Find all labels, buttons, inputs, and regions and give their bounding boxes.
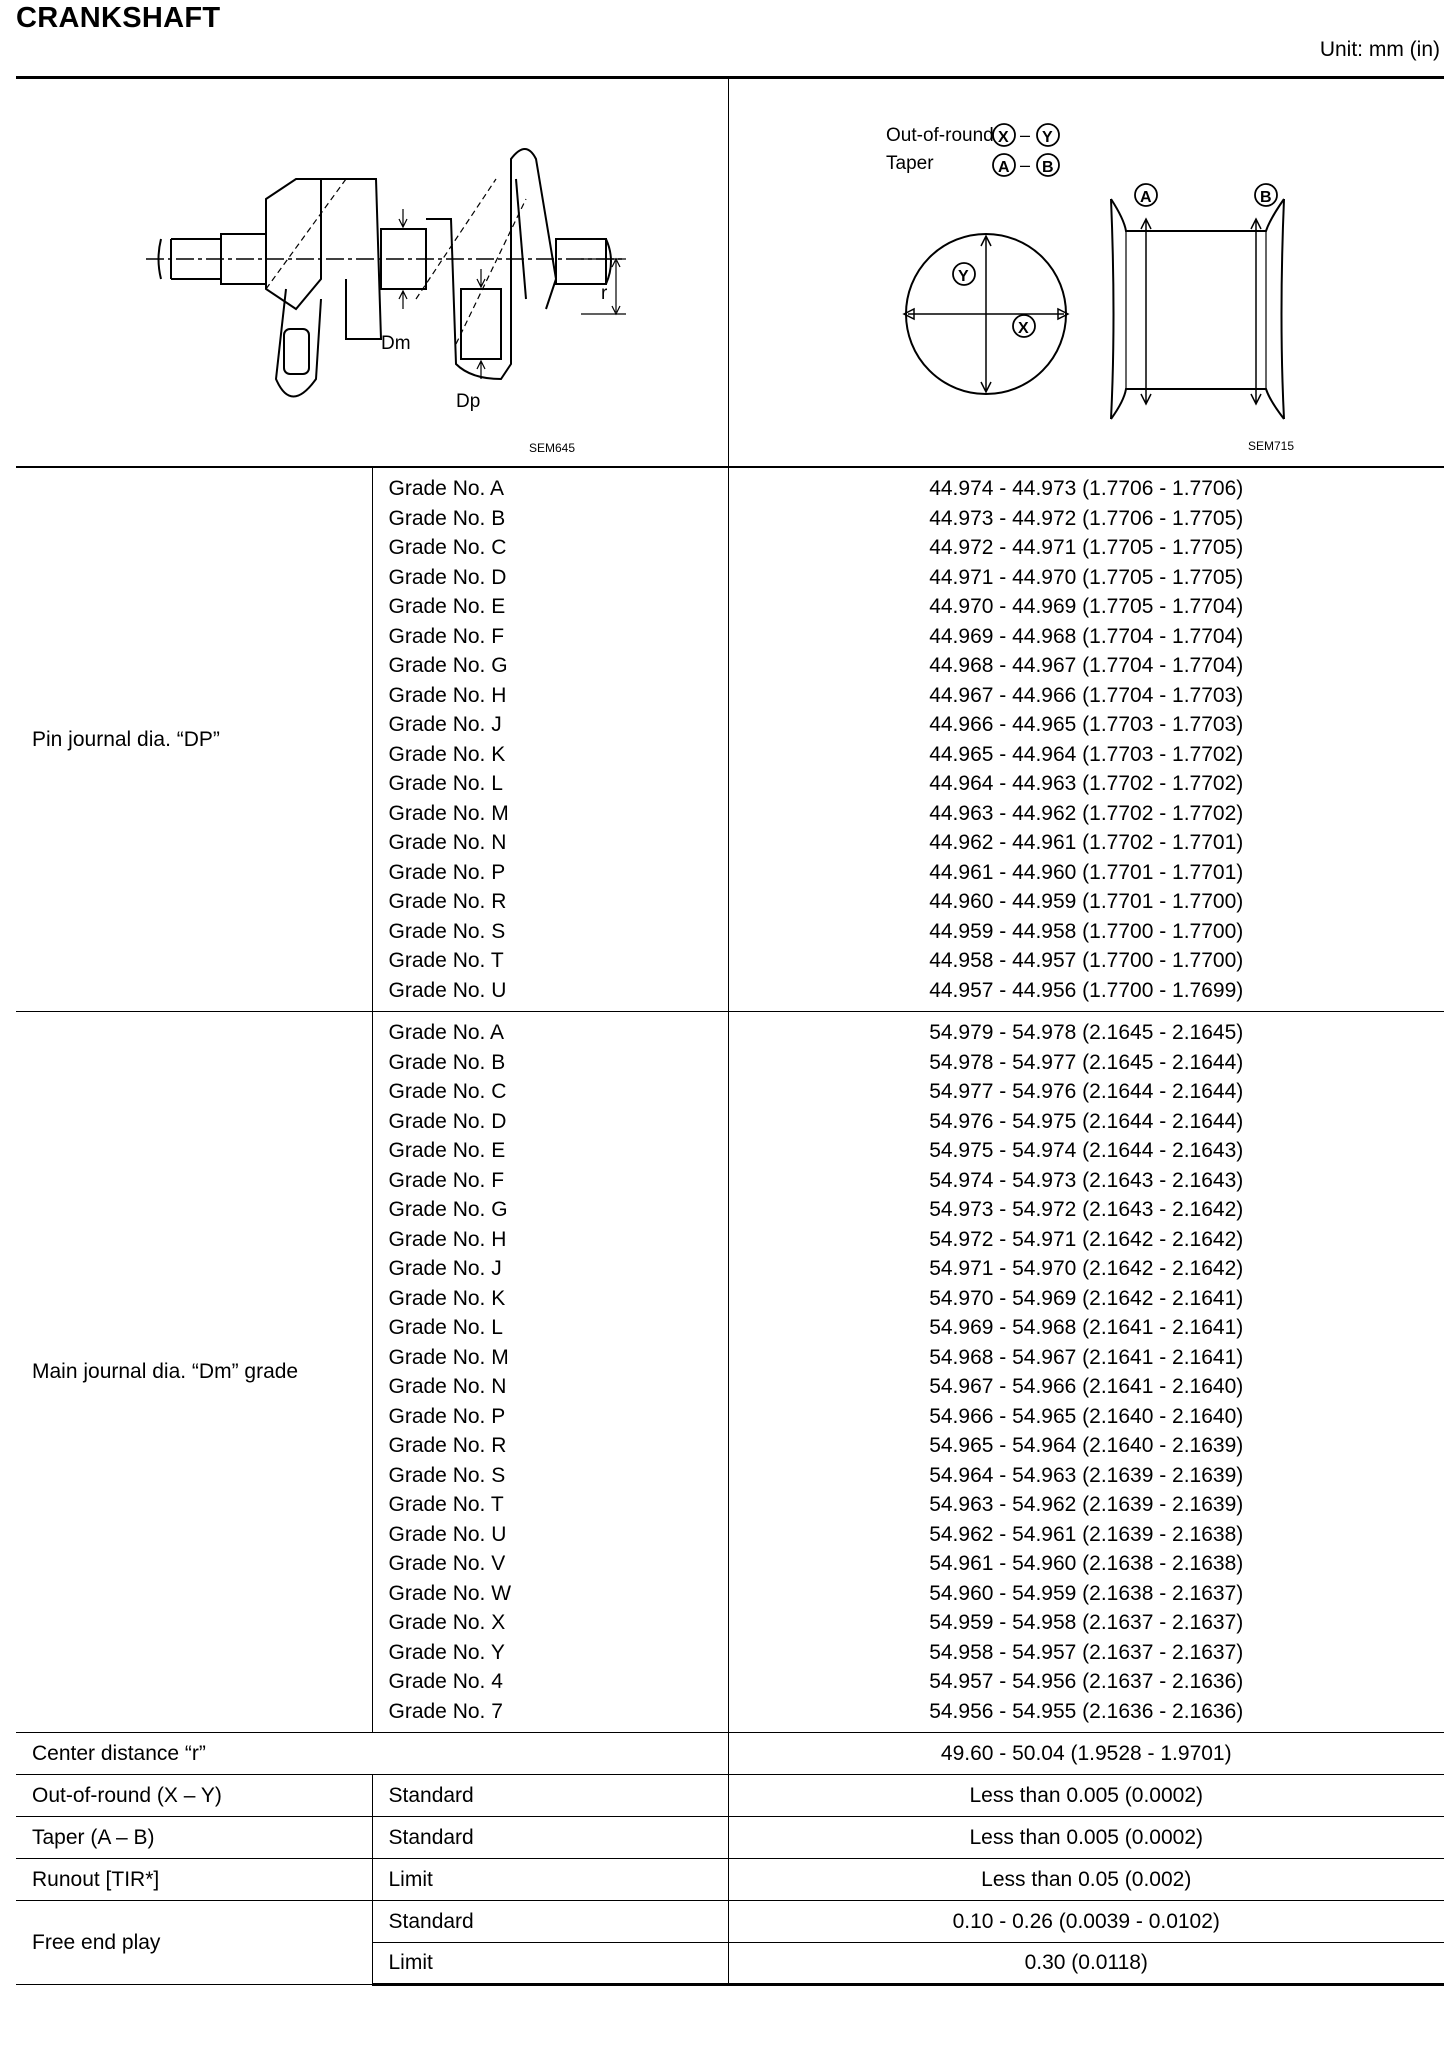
runout-type: Limit <box>372 1859 728 1901</box>
dp-label: Dp <box>456 391 481 412</box>
taper-row-label: Taper (A – B) <box>16 1817 372 1859</box>
pin-value-item: 44.967 - 44.966 (1.7704 - 1.7703) <box>929 683 1244 707</box>
main-value-item: 54.974 - 54.973 (2.1643 - 2.1643) <box>929 1168 1244 1192</box>
main-value-item: 54.976 - 54.975 (2.1644 - 2.1644) <box>929 1109 1244 1133</box>
pin-grade-item: Grade No. S <box>388 919 506 943</box>
unit-label: Unit: mm (in) <box>1319 38 1440 61</box>
pin-value-item: 44.971 - 44.970 (1.7705 - 1.7705) <box>929 565 1244 589</box>
out-of-round-label: Out-of-round <box>886 125 994 146</box>
main-value-item: 54.963 - 54.962 (2.1639 - 2.1639) <box>929 1493 1244 1516</box>
main-grade-item: Grade No. F <box>388 1168 505 1192</box>
pin-value-item: 44.974 - 44.973 (1.7706 - 1.7706) <box>929 477 1244 500</box>
pin-value-item: 44.961 - 44.960 (1.7701 - 1.7701) <box>929 860 1244 884</box>
page-title: CRANKSHAFT <box>16 2 221 34</box>
r-label: r <box>601 283 608 304</box>
main-value-item: 54.978 - 54.977 (2.1645 - 2.1644) <box>929 1050 1244 1074</box>
free-end-play-standard-row <box>16 1901 1444 1943</box>
main-value-item: 54.966 - 54.965 (2.1640 - 2.1640) <box>929 1404 1244 1428</box>
pin-grade-item: Grade No. E <box>388 595 506 618</box>
center-distance-value: 49.60 - 50.04 (1.9528 - 1.9701) <box>728 1733 1444 1775</box>
pin-grade-item: Grade No. R <box>388 890 507 913</box>
main-grade-item: Grade No. 4 <box>388 1670 503 1693</box>
left-figure-code: SEM645 <box>529 441 576 455</box>
right-figure-code: SEM715 <box>1248 439 1295 453</box>
pin-grade-item: Grade No. C <box>388 536 507 559</box>
legend-dash-2: – <box>1020 155 1031 175</box>
center-distance-label: Center distance “r” <box>16 1733 728 1775</box>
profile-a-label: A <box>1140 189 1152 206</box>
figure-row <box>16 79 1444 466</box>
main-value-item: 54.969 - 54.968 (2.1641 - 2.1641) <box>929 1316 1244 1339</box>
section-y-label: Y <box>958 268 969 285</box>
pin-journal-values <box>728 467 1444 1012</box>
out-of-round-type: Standard <box>372 1775 728 1817</box>
pin-journal-grades <box>372 467 728 1012</box>
main-grade-item: Grade No. L <box>388 1316 503 1339</box>
main-grade-item: Grade No. R <box>388 1434 507 1457</box>
main-value-item: 54.956 - 54.955 (2.1636 - 2.1636) <box>929 1699 1244 1723</box>
main-grade-item: Grade No. D <box>388 1109 507 1133</box>
main-journal-row <box>16 1012 1444 1733</box>
main-grade-item: Grade No. B <box>388 1050 506 1074</box>
main-grade-item: Grade No. Y <box>388 1640 505 1664</box>
main-value-item: 54.960 - 54.959 (2.1638 - 2.1637) <box>929 1581 1244 1605</box>
pin-value-item: 44.972 - 44.971 (1.7705 - 1.7705) <box>929 536 1244 559</box>
pin-value-item: 44.964 - 44.963 (1.7702 - 1.7702) <box>929 772 1244 795</box>
main-grade-item: Grade No. M <box>388 1345 509 1369</box>
pin-value-item: 44.957 - 44.956 (1.7700 - 1.7699) <box>929 978 1244 1002</box>
free-end-play-label: Free end play <box>16 1901 372 1985</box>
center-distance-row <box>16 1733 1444 1775</box>
main-grade-item: Grade No. X <box>388 1611 506 1634</box>
pin-grade-item: Grade No. K <box>388 742 506 766</box>
pin-grade-item: Grade No. N <box>388 831 507 854</box>
free-end-play-limit-value: 0.30 (0.0118) <box>728 1943 1444 1985</box>
main-grade-item: Grade No. J <box>388 1257 502 1280</box>
pin-grade-item: Grade No. G <box>388 654 508 677</box>
pin-value-item: 44.968 - 44.967 (1.7704 - 1.7704) <box>929 654 1244 677</box>
runout-row <box>16 1859 1444 1901</box>
legend-b-label: B <box>1042 159 1054 176</box>
pin-value-item: 44.958 - 44.957 (1.7700 - 1.7700) <box>929 949 1244 972</box>
main-grade-item: Grade No. T <box>388 1493 504 1516</box>
pin-value-item: 44.970 - 44.969 (1.7705 - 1.7704) <box>929 595 1244 618</box>
main-journal-label: Main journal dia. “Dm” grade <box>16 1012 372 1733</box>
legend-a-label: A <box>998 159 1010 176</box>
crankshaft-spec-table <box>16 466 1444 1986</box>
dm-label: Dm <box>381 333 411 354</box>
taper-value: Less than 0.005 (0.0002) <box>728 1817 1444 1859</box>
pin-grade-item: Grade No. H <box>388 683 507 707</box>
pin-value-item: 44.962 - 44.961 (1.7702 - 1.7701) <box>929 831 1244 854</box>
main-value-item: 54.973 - 54.972 (2.1643 - 2.1642) <box>929 1198 1244 1221</box>
journal-measurement-figure <box>866 119 1326 429</box>
free-end-play-standard-label: Standard <box>372 1901 728 1943</box>
main-grade-item: Grade No. N <box>388 1375 507 1398</box>
free-end-play-limit-label: Limit <box>372 1943 728 1985</box>
main-grade-item: Grade No. G <box>388 1198 508 1221</box>
main-value-item: 54.972 - 54.971 (2.1642 - 2.1642) <box>929 1227 1244 1251</box>
taper-row <box>16 1817 1444 1859</box>
pin-value-item: 44.966 - 44.965 (1.7703 - 1.7703) <box>929 713 1244 736</box>
figure-divider <box>728 79 729 466</box>
legend-dash-1: – <box>1020 125 1031 145</box>
pin-value-item: 44.960 - 44.959 (1.7701 - 1.7700) <box>929 890 1244 913</box>
out-of-round-row-label: Out-of-round (X – Y) <box>16 1775 372 1817</box>
taper-type: Standard <box>372 1817 728 1859</box>
journal-measurement-drawing <box>866 119 1326 429</box>
crankshaft-figure <box>116 139 636 429</box>
main-journal-values <box>728 1012 1444 1733</box>
main-grade-item: Grade No. E <box>388 1139 506 1162</box>
main-grade-item: Grade No. A <box>388 1021 505 1044</box>
pin-journal-label: Pin journal dia. “DP” <box>16 467 372 1012</box>
main-value-item: 54.975 - 54.974 (2.1644 - 2.1643) <box>929 1139 1244 1162</box>
free-end-play-standard-value: 0.10 - 0.26 (0.0039 - 0.0102) <box>728 1901 1444 1943</box>
pin-grade-item: Grade No. P <box>388 860 506 884</box>
main-value-item: 54.959 - 54.958 (2.1637 - 2.1637) <box>929 1611 1244 1634</box>
main-grade-item: Grade No. C <box>388 1080 507 1103</box>
main-value-item: 54.957 - 54.956 (2.1637 - 2.1636) <box>929 1670 1244 1693</box>
pin-value-item: 44.965 - 44.964 (1.7703 - 1.7702) <box>929 742 1244 766</box>
main-grade-item: Grade No. H <box>388 1227 507 1251</box>
profile-b-label: B <box>1260 189 1272 206</box>
out-of-round-value: Less than 0.005 (0.0002) <box>728 1775 1444 1817</box>
crankshaft-drawing <box>116 139 636 429</box>
pin-value-item: 44.963 - 44.962 (1.7702 - 1.7702) <box>929 801 1244 825</box>
pin-grade-item: Grade No. M <box>388 801 509 825</box>
pin-grade-item: Grade No. D <box>388 565 507 589</box>
pin-value-item: 44.973 - 44.972 (1.7706 - 1.7705) <box>929 506 1244 530</box>
pin-grade-item: Grade No. A <box>388 477 505 500</box>
taper-label: Taper <box>886 153 934 174</box>
pin-grade-item: Grade No. U <box>388 978 507 1002</box>
main-grade-item: Grade No. P <box>388 1404 506 1428</box>
pin-grade-item: Grade No. T <box>388 949 504 972</box>
pin-grade-item: Grade No. L <box>388 772 503 795</box>
main-value-item: 54.962 - 54.961 (2.1639 - 2.1638) <box>929 1522 1244 1546</box>
main-grade-item: Grade No. K <box>388 1286 506 1310</box>
runout-label: Runout [TIR*] <box>16 1859 372 1901</box>
pin-grade-item: Grade No. B <box>388 506 506 530</box>
main-grade-item: Grade No. W <box>388 1581 512 1605</box>
main-grade-item: Grade No. U <box>388 1522 507 1546</box>
main-value-item: 54.958 - 54.957 (2.1637 - 2.1637) <box>929 1640 1244 1664</box>
out-of-round-row <box>16 1775 1444 1817</box>
main-journal-grades <box>372 1012 728 1733</box>
main-grade-item: Grade No. S <box>388 1463 506 1487</box>
main-value-item: 54.965 - 54.964 (2.1640 - 2.1639) <box>929 1434 1244 1457</box>
main-value-item: 54.971 - 54.970 (2.1642 - 2.1642) <box>929 1257 1244 1280</box>
main-value-item: 54.967 - 54.966 (2.1641 - 2.1640) <box>929 1375 1244 1398</box>
section-x-label: X <box>1018 320 1029 337</box>
runout-value: Less than 0.05 (0.002) <box>728 1859 1444 1901</box>
pin-value-item: 44.959 - 44.958 (1.7700 - 1.7700) <box>929 919 1244 943</box>
pin-journal-row <box>16 467 1444 1012</box>
main-value-item: 54.970 - 54.969 (2.1642 - 2.1641) <box>929 1286 1244 1310</box>
legend-x-label: X <box>998 129 1009 146</box>
main-value-item: 54.964 - 54.963 (2.1639 - 2.1639) <box>929 1463 1244 1487</box>
main-value-item: 54.977 - 54.976 (2.1644 - 2.1644) <box>929 1080 1244 1103</box>
legend-y-label: Y <box>1042 129 1053 146</box>
pin-value-item: 44.969 - 44.968 (1.7704 - 1.7704) <box>929 624 1244 648</box>
main-value-item: 54.968 - 54.967 (2.1641 - 2.1641) <box>929 1345 1244 1369</box>
main-value-item: 54.979 - 54.978 (2.1645 - 2.1645) <box>929 1021 1244 1044</box>
main-grade-item: Grade No. V <box>388 1552 506 1575</box>
main-grade-item: Grade No. 7 <box>388 1699 503 1723</box>
pin-grade-item: Grade No. J <box>388 713 502 736</box>
pin-grade-item: Grade No. F <box>388 624 505 648</box>
main-value-item: 54.961 - 54.960 (2.1638 - 2.1638) <box>929 1552 1244 1575</box>
